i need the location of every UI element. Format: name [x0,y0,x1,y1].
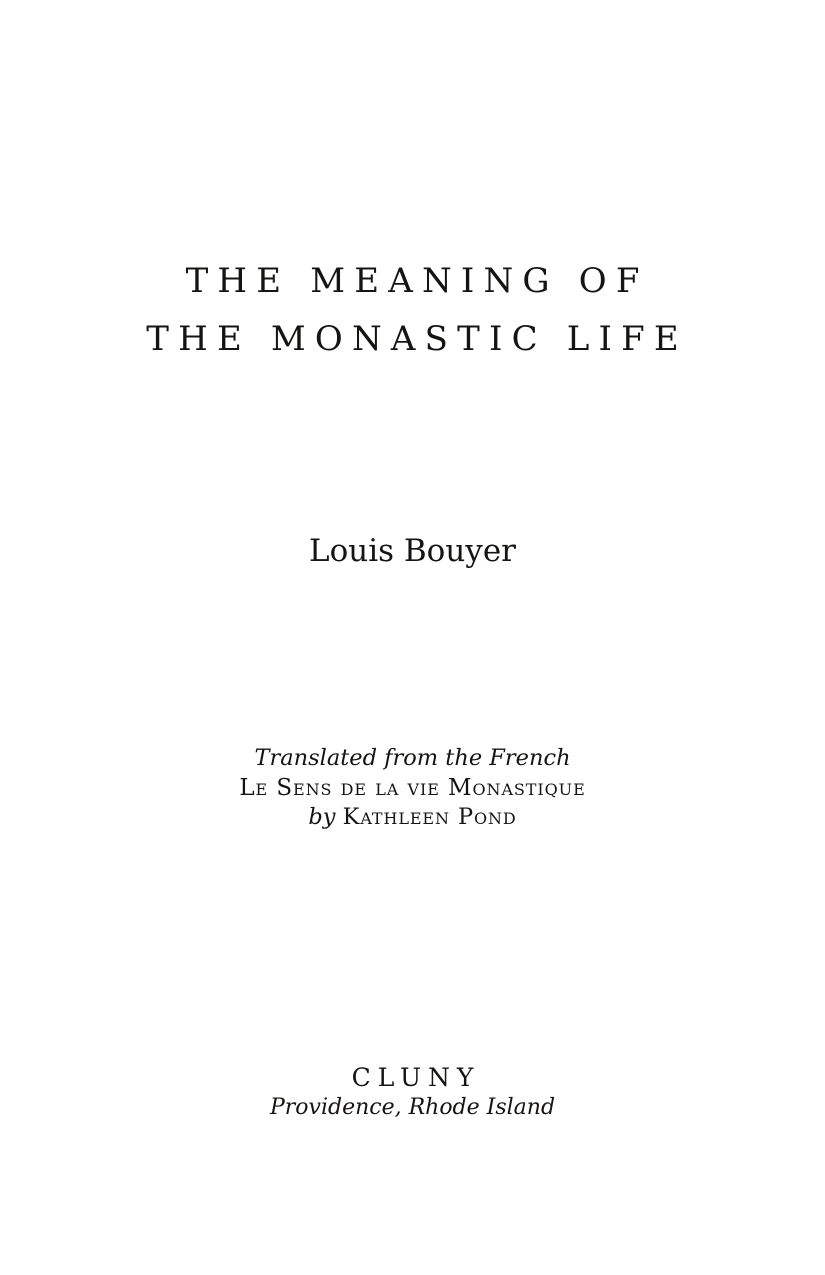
by-prefix: by [308,804,336,830]
translator-name: Kathleen Pond [342,804,517,830]
publisher-name: CLUNY [351,1063,481,1092]
book-title [0,252,825,368]
publisher-info [0,1063,825,1123]
original-french-title: Le Sens de la vie Monastique [239,774,586,801]
book-title-line-1: THE MEANING OF [185,261,649,301]
author-name: Louis Bouyer [309,533,516,569]
publisher-location: Providence, Rhode Island [269,1095,556,1120]
book-title-line-2: THE MONASTIC LIFE [146,319,688,359]
translator-line [0,803,825,833]
translated-from-line: Translated from the French [254,745,571,771]
translation-info [0,744,825,833]
